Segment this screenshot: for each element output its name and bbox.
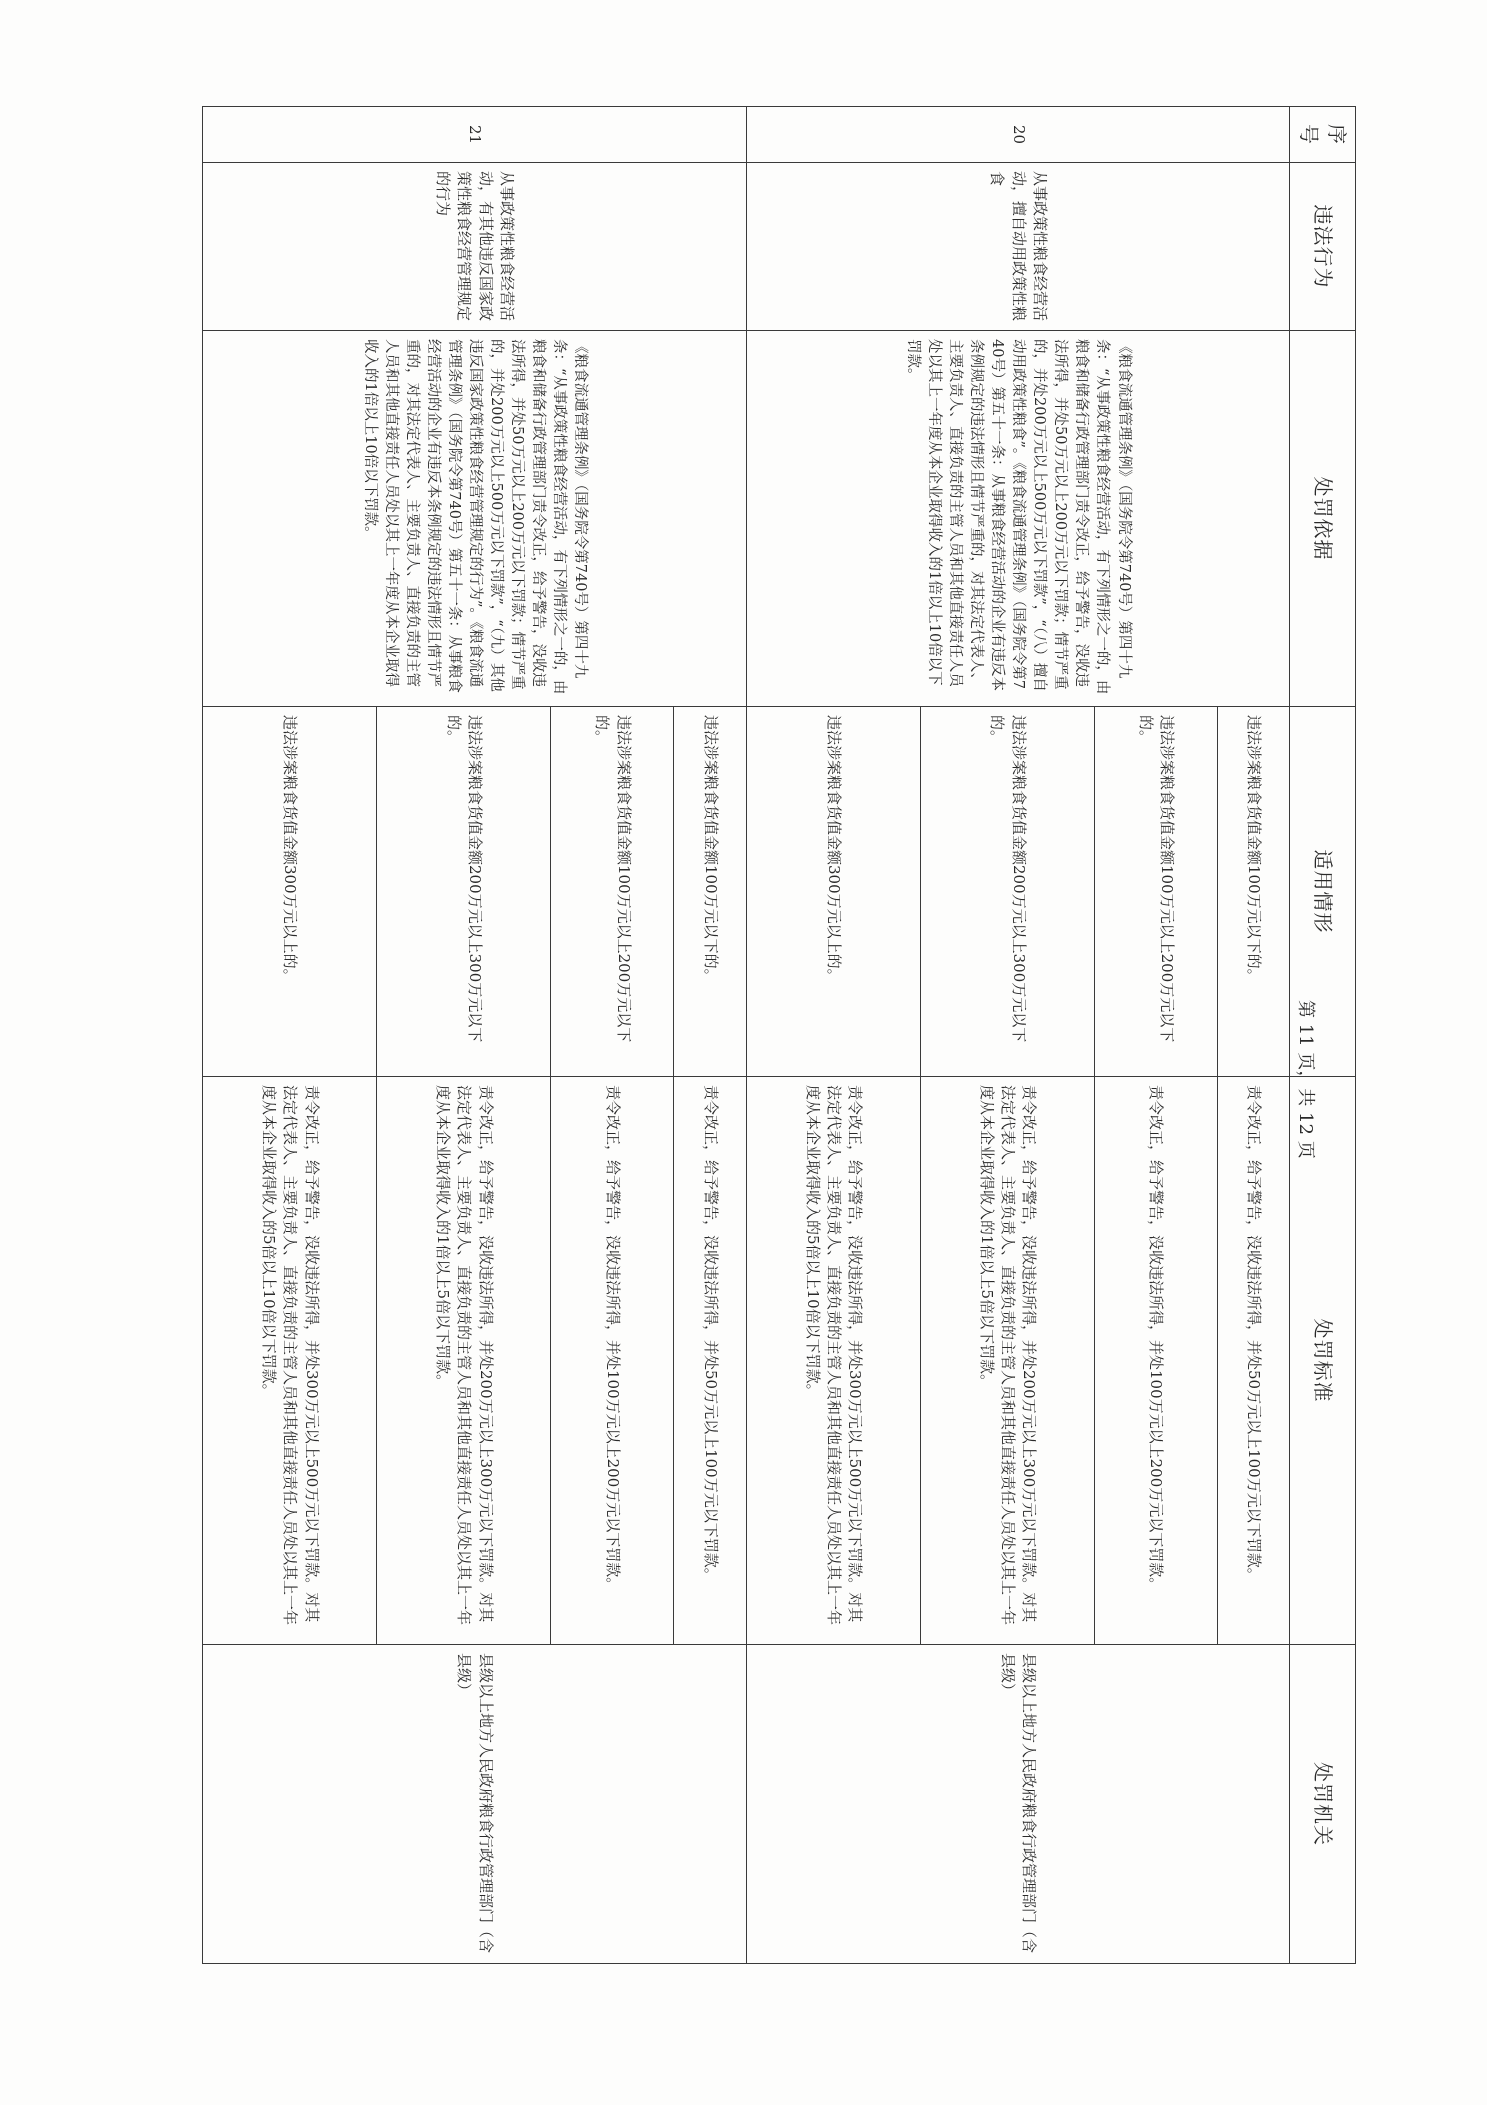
row-20-standard-4: 责令改正，给予警告，没收违法所得，并处300万元以上500万元以下罚款。对其法定代表人、主要负责人、直接负责的主管人员和其他直接责任人员处以其上一年度从本企业取得收入的5倍以上10倍以下罚款。: [746, 1077, 920, 1645]
row-20-authority: 县级以上地方人民政府粮食行政管理部门（含县级）: [746, 1645, 1290, 1964]
row-20-situation-3: 违法涉案粮食货值金额200万元以上300万元以下的。: [920, 707, 1094, 1077]
header-penalty-standard: 处罚标准: [1290, 1077, 1356, 1645]
header-penalty-authority: 处罚机关: [1290, 1645, 1356, 1964]
row-20-standard-1: 责令改正，给予警告，没收违法所得，并处50万元以上100万元以下罚款。: [1217, 1077, 1289, 1645]
header-penalty-basis: 处罚依据: [1290, 331, 1356, 707]
row-20-situation-1: 违法涉案粮食货值金额100万元以下的。: [1217, 707, 1289, 1077]
row-21-situation-4: 违法涉案粮食货值金额300万元以上的。: [203, 707, 377, 1077]
penalty-table-sheet: [202, 106, 1356, 1963]
row-20-standard-3: 责令改正，给予警告，没收违法所得，并处200万元以上300万元以下罚款。对其法定代表人、主要负责人、直接负责的主管人员和其他直接责任人员处以其上一年度从本企业取得收入的1倍以上5倍以下罚款。: [920, 1077, 1094, 1645]
row-20-standard-2: 责令改正，给予警告，没收违法所得，并处100万元以上200万元以下罚款。: [1094, 1077, 1217, 1645]
row-21-authority: 县级以上地方人民政府粮食行政管理部门（含县级）: [203, 1645, 747, 1964]
row-21-standard-4: 责令改正，给予警告，没收违法所得，并处300万元以上500万元以下罚款。对其法定代表人、主要负责人、直接负责的主管人员和其他直接责任人员处以其上一年度从本企业取得收入的5倍以上10倍以下罚款。: [203, 1077, 377, 1645]
row-20-seq: 20: [746, 107, 1290, 163]
row-21-situation-1: 违法涉案粮食货值金额100万元以下的。: [674, 707, 746, 1077]
row-21-situation-3: 违法涉案粮食货值金额200万元以上300万元以下的。: [377, 707, 551, 1077]
row-20-situation-2: 违法涉案粮食货值金额100万元以上200万元以下的。: [1094, 707, 1217, 1077]
row-21-standard-2: 责令改正，给予警告，没收违法所得，并处100万元以上200万元以下罚款。: [551, 1077, 674, 1645]
table-row: [1217, 107, 1289, 1964]
table-row: [674, 107, 746, 1964]
penalty-standards-table: [202, 106, 1356, 1964]
row-21-standard-3: 责令改正，给予警告，没收违法所得，并处200万元以上300万元以下罚款。对其法定代表人、主要负责人、直接负责的主管人员和其他直接责任人员处以其上一年度从本企业取得收入的1倍以上5倍以下罚款。: [377, 1077, 551, 1645]
header-seq: 序号: [1290, 107, 1356, 163]
row-20-situation-4: 违法涉案粮食货值金额300万元以上的。: [746, 707, 920, 1077]
row-21-seq: 21: [203, 107, 747, 163]
row-20-act: 从事政策性粮食经营活动，擅自动用政策性粮食: [746, 163, 1290, 331]
page-number-footer: 第 11 页，共 12 页: [1295, 1000, 1316, 1159]
row-20-basis: 《粮食流通管理条例》（国务院令第740号）第四十九条：“从事政策性粮食经营活动，有下列情形之一的，由粮食和储备行政管理部门责令改正，给予警告，没收违法所得，并处50万元以上200万元以下罚款；情节严重的，并处200万元以上500万元以下罚款”，“（八）擅自动用政策性粮食”。《粮食流通管理条例》（国务院令第740号）第五十一条：从事粮食经营活动的企业有违反本条例规定的违法情形且情节严重的，对其法定代表人、主要负责人、直接负责的主管人员和其他直接责任人员处以其上一年度从本企业取得收入的1倍以上10倍以下罚款。: [746, 331, 1290, 707]
row-21-situation-2: 违法涉案粮食货值金额100万元以上200万元以下的。: [551, 707, 674, 1077]
row-21-act: 从事政策性粮食经营活动，有其他违反国家政策性粮食经营管理规定的行为: [203, 163, 747, 331]
row-21-basis: 《粮食流通管理条例》（国务院令第740号）第四十九条：“从事政策性粮食经营活动，有下列情形之一的，由粮食和储备行政管理部门责令改正，给予警告，没收违法所得，并处50万元以上200万元以下罚款；情节严重的，并处200万元以上500万元以下罚款”，“（九）其他违反国家政策性粮食经营管理规定的行为”。《粮食流通管理条例》（国务院令第740号）第五十一条：从事粮食经营活动的企业有违反本条例规定的违法情形且情节严重的，对其法定代表人、主要负责人、直接负责的主管人员和其他直接责任人员处以其上一年度从本企业取得收入的1倍以上10倍以下罚款。: [203, 331, 747, 707]
header-applicable-situation: 适用情形: [1290, 707, 1356, 1077]
row-21-standard-1: 责令改正，给予警告，没收违法所得，并处50万元以上100万元以下罚款。: [674, 1077, 746, 1645]
header-violation-act: 违法行为: [1290, 163, 1356, 331]
